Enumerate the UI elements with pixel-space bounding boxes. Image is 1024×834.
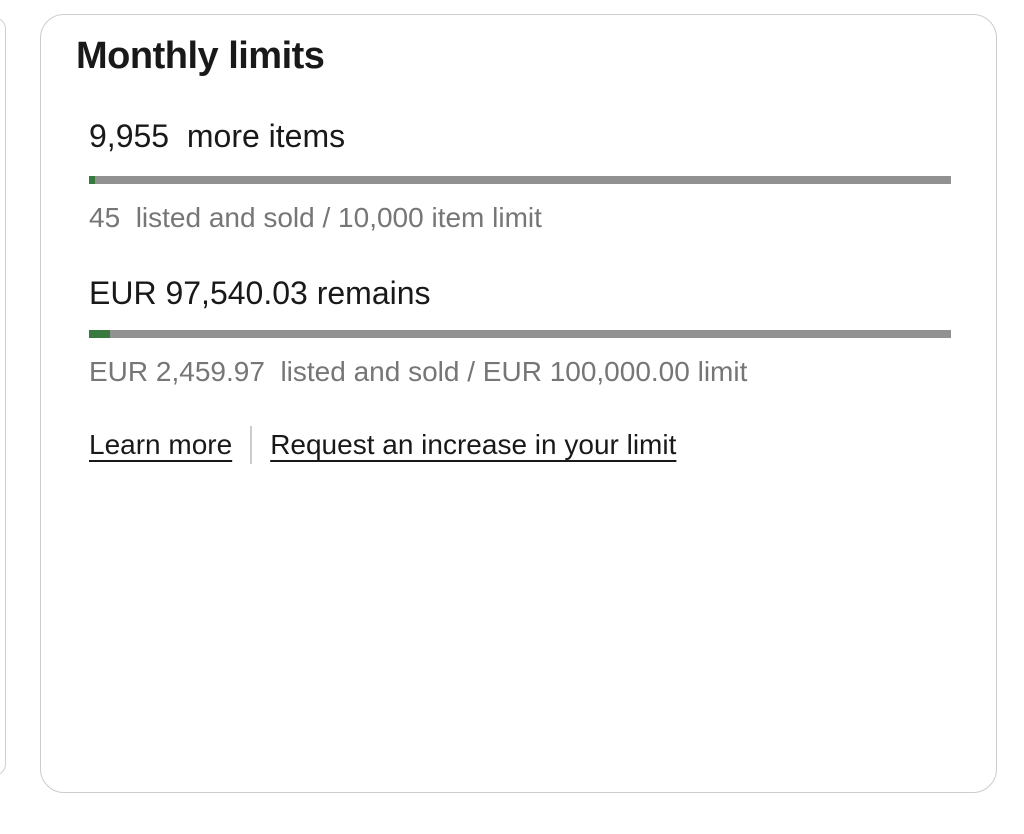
item-limit-progressbar bbox=[89, 176, 951, 184]
amount-limit-progress-fill bbox=[89, 330, 110, 338]
amount-limit-heading: EUR 97,540.03 remains bbox=[89, 275, 431, 311]
adjacent-card-edge bbox=[0, 17, 6, 776]
links-row bbox=[89, 426, 676, 464]
amount-limit-progressbar bbox=[89, 330, 951, 338]
item-limit-heading: 9,955 more items bbox=[89, 118, 346, 154]
learn-more-link[interactable]: Learn more bbox=[89, 429, 233, 460]
monthly-limits-card bbox=[40, 14, 997, 793]
request-increase-link[interactable]: Request an increase in your limit bbox=[270, 429, 677, 460]
links-divider bbox=[250, 426, 252, 464]
item-limit-caption: 45 listed and sold / 10,000 item limit bbox=[89, 202, 542, 233]
amount-limit-caption: EUR 2,459.97 listed and sold / EUR 100,000.00 limit bbox=[89, 356, 748, 387]
item-limit-progress-fill bbox=[89, 176, 95, 184]
card-title: Monthly limits bbox=[76, 35, 325, 77]
